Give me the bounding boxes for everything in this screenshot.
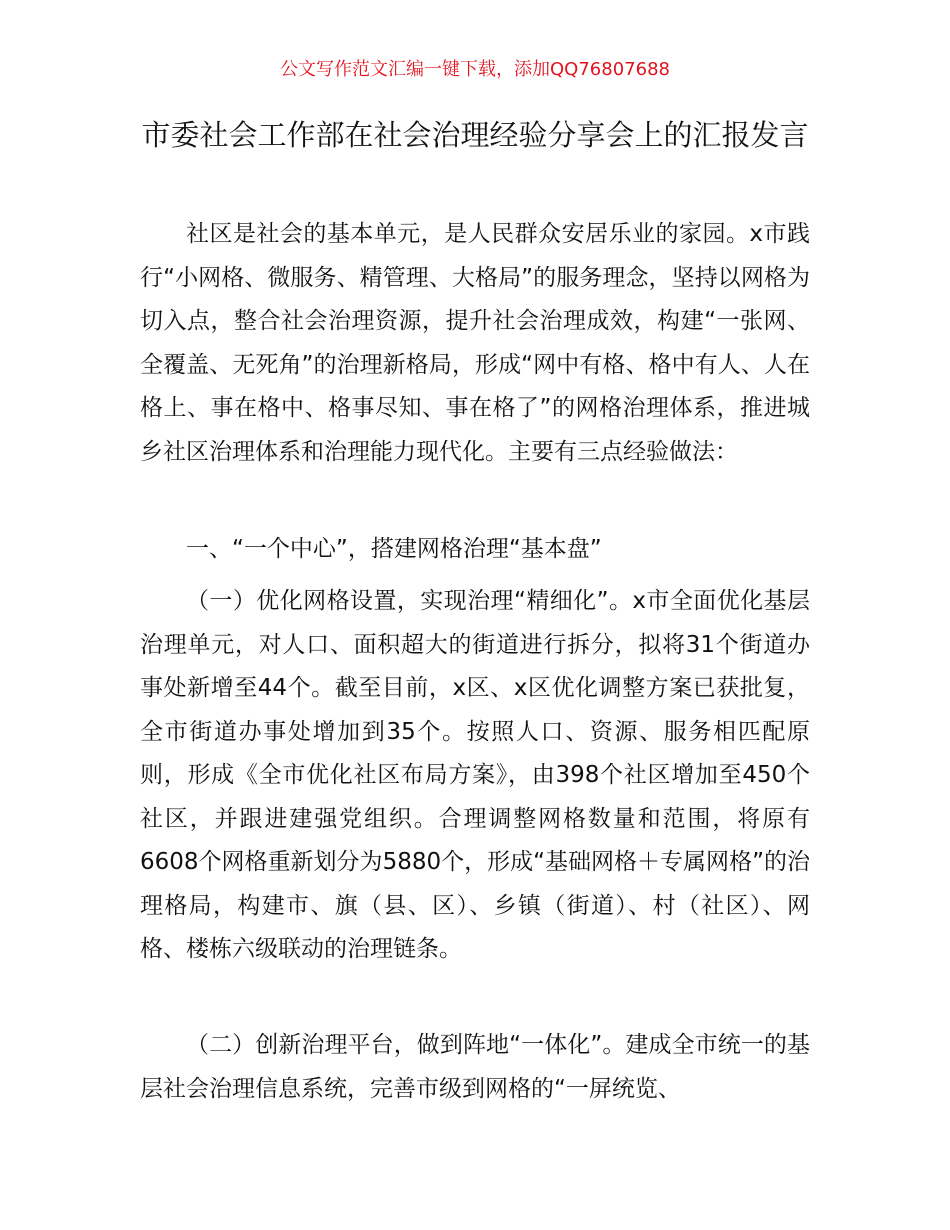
- section-heading-1: 一、“一个中心”，搭建网格治理“基本盘”: [186, 536, 602, 562]
- document-title: 市委社会工作部在社会治理经验分享会上的汇报发言: [141, 118, 809, 152]
- download-banner[interactable]: 公文写作范文汇编一键下载，添加QQ76807688: [280, 59, 670, 80]
- subsection-paragraph-2: （二）创新治理平台，做到阵地“一体化”。建成全市统一的基层社会治理信息系统，完善市级到网格的“一屏统览、: [140, 1032, 810, 1102]
- intro-paragraph: 社区是社会的基本单元，是人民群众安居乐业的家园。x市践行“小网格、微服务、精管理、大格局”的服务理念，坚持以网格为切入点，整合社会治理资源，提升社会治理成效，构建“一张网、全覆盖、无死角”的治理新格局，形成“网中有格、格中有人、人在格上、事在格中、格事尽知、事在格了”的网格治理体系，推进城乡社区治理体系和治理能力现代化。主要有三点经验做法：: [140, 221, 810, 465]
- subsection-paragraph-1: （一）优化网格设置，实现治理“精细化”。x市全面优化基层治理单元，对人口、面积超大的街道进行拆分，拟将31个街道办事处新增至44个。截至目前，x区、x区优化调整方案已获批复，全市街道办事处增加到35个。按照人口、资源、服务相匹配原则，形成《全市优化社区布局方案》，由398个社区增加至450个社区，并跟进建强党组织。合理调整网格数量和范围，将原有6608个网格重新划分为5880个，形成“基础网格＋专属网格”的治理格局，构建市、旗（县、区）、乡镇（街道）、村（社区）、网格、楼栋六级联动的治理链条。: [140, 588, 810, 962]
